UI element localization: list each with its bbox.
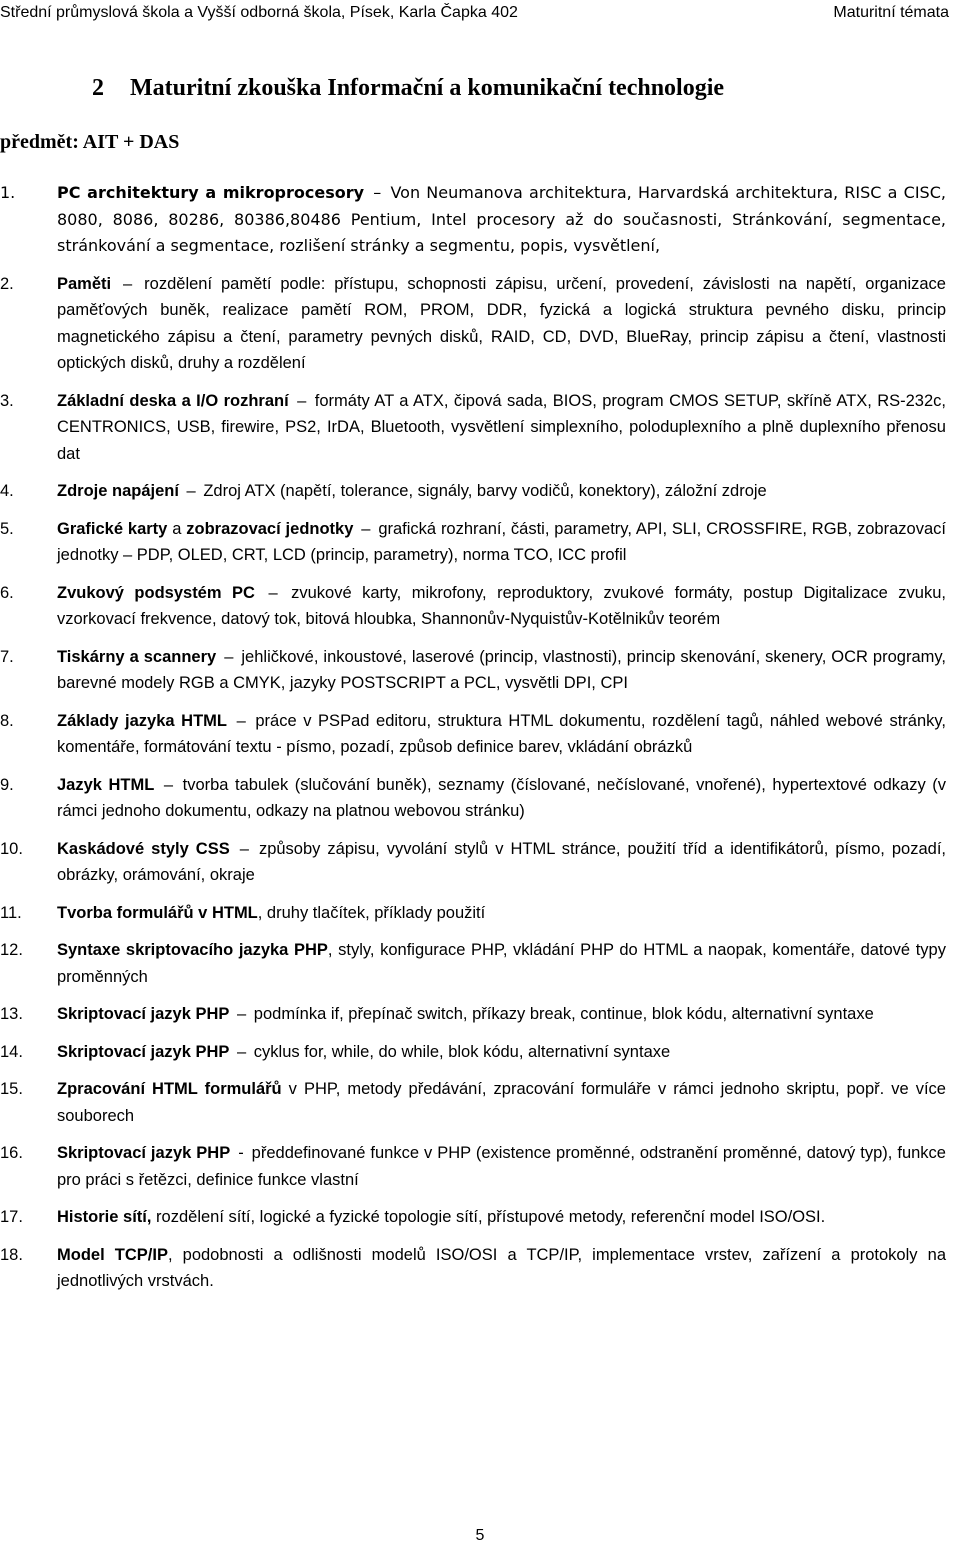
topic-description: , druhy tlačítek, příklady použití: [257, 903, 486, 922]
topic-description: v PHP, metody předávání, zpracování formuláře v rámci jednoho skriptu, popř. ve více souborech: [57, 1080, 946, 1125]
topic-item: [0, 836, 946, 889]
topic-description: rozdělení sítí, logické a fyzické topologie sítí, přístupové metody, referenční model ISO/OSI.: [156, 1208, 826, 1226]
topic-item: [0, 772, 946, 825]
topic-title: Tvorba formulářů v HTML: [57, 903, 258, 922]
topic-description: zvukové karty, mikrofony, reproduktory, zvukové formáty, postup Digitalizace zvuku, vzorkovací frekvence, datový tok, bitová hloubka, Shannonův-Nyquistův-Kotělnikův teorém: [57, 583, 946, 628]
topic-item: [0, 1001, 946, 1028]
topic-separator: –: [224, 647, 234, 666]
topic-item: [0, 180, 946, 260]
topics-list: [0, 180, 946, 1306]
topic-number: 2.: [0, 274, 14, 293]
topic-number: 16.: [0, 1144, 23, 1162]
topic-title-secondary: zobrazovací jednotky: [186, 519, 354, 538]
document-type: Maturitní témata: [833, 4, 949, 21]
topic-number: 1.: [0, 183, 16, 202]
page-number: 5: [475, 1527, 485, 1544]
topic-description: jehličkové, inkoustové, laserové (princip, vlastnosti), princip skenování, skenery, OCR programy, barevné modely RGB a CMYK, jazyky POSTSCRIPT a PCL, vysvětli DPI, CPI: [57, 647, 946, 692]
topic-number: 3.: [0, 391, 14, 410]
topic-title: Skriptovací jazyk PHP: [57, 1042, 230, 1061]
topic-description: Von Neumanova architektura, Harvardská architektura, RISC a CISC, 8080, 8086, 80286, 80386,80486 Pentium, Intel procesory až do současnosti, Stránkování, segmentace, stránkování a segmentace, rozlišení stránky a segmentu, popis, vysvětlení,: [57, 183, 946, 255]
topic-title-connector: a: [172, 519, 182, 538]
topic-separator: –: [163, 775, 174, 794]
section-title: Maturitní zkouška Informační a komunikační technologie: [130, 75, 725, 101]
section-heading: [92, 72, 724, 104]
topic-title: Syntaxe skriptovacího jazyka PHP: [57, 941, 328, 959]
topic-separator: –: [186, 482, 196, 500]
topic-item: [0, 708, 946, 761]
topic-item: [0, 478, 946, 505]
topic-number: 11.: [0, 903, 22, 922]
topic-separator: –: [237, 1042, 247, 1061]
topic-description: cyklus for, while, do while, blok kódu, alternativní syntaxe: [253, 1042, 671, 1061]
section-number: 2: [92, 75, 104, 101]
topic-item: [0, 937, 946, 990]
topic-item: [0, 1140, 946, 1193]
topic-item: [0, 271, 946, 377]
topic-title: Paměti: [57, 274, 112, 293]
topic-separator: -: [238, 1144, 244, 1162]
topic-separator: –: [236, 711, 246, 730]
topic-number: 14.: [0, 1042, 23, 1061]
topic-number: 13.: [0, 1005, 23, 1023]
topic-title: Skriptovací jazyk PHP: [57, 1144, 231, 1162]
topic-item: [0, 580, 946, 633]
topic-separator: –: [268, 583, 278, 602]
topic-title: Základy jazyka HTML: [57, 711, 227, 730]
topic-title: Grafické karty: [57, 519, 168, 538]
topic-title: Historie sítí,: [57, 1208, 152, 1226]
topic-title: Skriptovací jazyk PHP: [57, 1005, 230, 1023]
topic-item: [0, 1204, 946, 1231]
topic-item: [0, 900, 946, 927]
topic-item: [0, 388, 946, 468]
topic-title: PC architektury a mikroprocesory: [57, 183, 365, 202]
topic-title: Jazyk HTML: [57, 775, 155, 794]
topic-separator: –: [237, 1005, 247, 1023]
topic-number: 15.: [0, 1080, 23, 1098]
topic-description: práce v PSPad editoru, struktura HTML dokumentu, rozdělení tagů, náhled webové stránky, komentáře, formátování textu - písmo, pozadí, způsob definice barev, vkládání obrázků: [57, 711, 946, 756]
topic-description: podmínka if, přepínač switch, příkazy break, continue, blok kódu, alternativní syntaxe: [253, 1005, 874, 1023]
topic-number: 10.: [0, 839, 23, 858]
topic-description: předdefinované funkce v PHP (existence proměnné, odstranění proměnné, datový typ), funkce pro práci s řetězci, definice funkce vlastní: [57, 1144, 946, 1189]
topic-item: [0, 1076, 946, 1129]
topic-description: rozdělení pamětí podle: přístupu, schopnosti zápisu, určení, provedení, závislosti na napětí, organizace paměťových buněk, realizace pamětí ROM, PROM, DDR, fyzická a logická struktura pevného disku, princip magnetického zápisu a čtení, parametry pevných disků, RAID, CD, DVD, BlueRay, princip zápisu a čtení, vlastnosti optických disků, druhy a rozdělení: [57, 274, 946, 372]
topic-title: Zpracování HTML formulářů: [57, 1080, 282, 1098]
topic-number: 9.: [0, 775, 14, 794]
topic-description: grafická rozhraní, části, parametry, API, SLI, CROSSFIRE, RGB, zobrazovací jednotky – PDP, OLED, CRT, LCD (princip, parametry), norma TCO, ICC profil: [57, 519, 946, 564]
topic-title: Kaskádové styly CSS: [57, 839, 230, 858]
topic-description: formáty AT a ATX, čipová sada, BIOS, program CMOS SETUP, skříně ATX, RS-232c, CENTRONICS, USB, firewire, PS2, IrDA, Bluetooth, vysvětlení simplexního, poloduplexního a plně duplexního přenosu dat: [57, 391, 946, 463]
topic-number: 17.: [0, 1208, 23, 1226]
topic-number: 8.: [0, 711, 14, 730]
topic-item: [0, 1242, 946, 1295]
topic-number: 5.: [0, 519, 14, 538]
topic-title: Tiskárny a scannery: [57, 647, 217, 666]
topic-description: , podobnosti a odlišnosti modelů ISO/OSI a TCP/IP, implementace vrstev, zařízení a protokoly na jednotlivých vrstvách.: [57, 1245, 946, 1290]
topic-separator: –: [361, 519, 371, 538]
topic-item: [0, 516, 946, 569]
subject-line: předmět: AIT + DAS: [0, 131, 180, 153]
topic-number: 4.: [0, 482, 14, 500]
topic-title: Model TCP/IP: [57, 1245, 168, 1264]
topic-number: 6.: [0, 583, 14, 602]
school-name: Střední průmyslová škola a Vyšší odborná škola, Písek, Karla Čapka 402: [0, 4, 518, 21]
topic-separator: –: [297, 391, 307, 410]
page-header: [0, 2, 949, 24]
topic-description: Zdroj ATX (napětí, tolerance, signály, barvy vodičů, konektory), záložní zdroje: [203, 482, 767, 500]
topic-title: Základní deska a I/O rozhraní: [57, 391, 289, 410]
topic-number: 12.: [0, 941, 23, 959]
topic-description: , styly, konfigurace PHP, vkládání PHP do HTML a naopak, komentáře, datové typy proměnných: [57, 941, 946, 986]
topic-item: [0, 644, 946, 697]
topic-description: způsoby zápisu, vyvolání stylů v HTML stránce, použití tříd a identifikátorů, písmo, pozadí, obrázky, orámování, okraje: [57, 839, 947, 884]
topic-number: 7.: [0, 647, 14, 666]
topic-title: Zvukový podsystém PC: [57, 583, 255, 602]
topic-title: Zdroje napájení: [57, 482, 179, 500]
topic-description: tvorba tabulek (slučování buněk), seznamy (číslované, nečíslované, vnořené), hypertextové odkazy (v rámci jednoho dokumentu, odkazy na platnou webovou stránku): [57, 775, 946, 820]
topic-separator: –: [373, 183, 382, 202]
topic-number: 18.: [0, 1245, 23, 1264]
topic-item: [0, 1039, 946, 1066]
topic-separator: –: [123, 274, 133, 293]
topic-separator: –: [239, 839, 249, 858]
